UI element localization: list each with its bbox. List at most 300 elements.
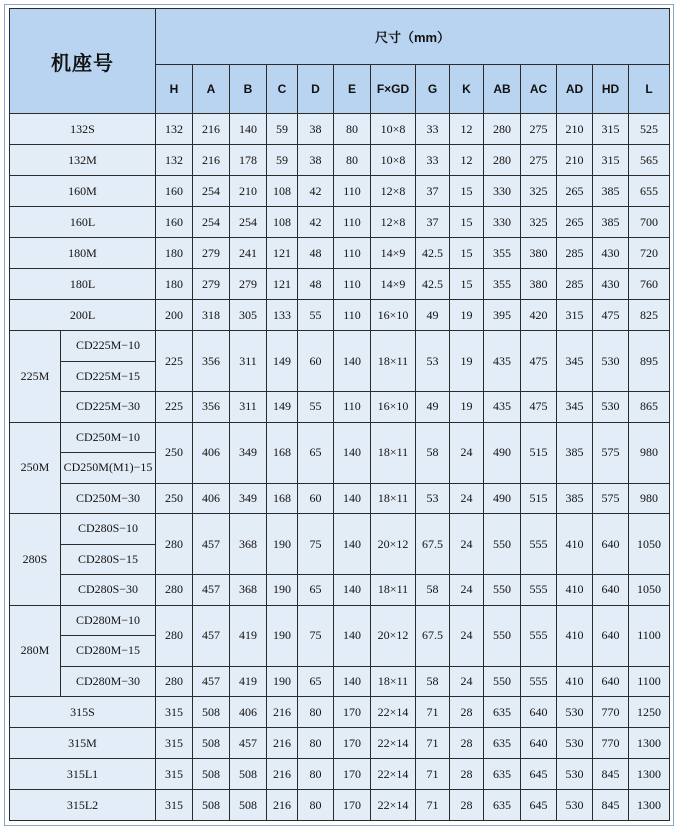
table-row (10, 759, 670, 790)
value-cell: 655 (629, 176, 670, 207)
model-cell: CD280S−30 (61, 575, 156, 606)
value-cell: 895 (629, 331, 670, 392)
value-cell: 210 (557, 145, 593, 176)
value-cell: 16×10 (371, 392, 416, 423)
frame-cell: 160M (10, 176, 156, 207)
value-cell: 275 (521, 145, 557, 176)
frame-cell: 180L (10, 269, 156, 300)
value-cell: 140 (334, 514, 371, 575)
value-cell: 170 (334, 728, 371, 759)
value-cell: 60 (298, 483, 334, 514)
value-cell: 180 (156, 269, 193, 300)
value-cell: 279 (230, 269, 267, 300)
value-cell: 457 (193, 514, 230, 575)
value-cell: 770 (593, 697, 629, 728)
value-cell: 37 (416, 207, 450, 238)
value-cell: 254 (193, 207, 230, 238)
value-cell: 33 (416, 145, 450, 176)
table-row (10, 605, 670, 636)
value-cell: 368 (230, 575, 267, 606)
value-cell: 530 (593, 331, 629, 392)
value-cell: 720 (629, 238, 670, 269)
value-cell: 160 (156, 207, 193, 238)
value-cell: 48 (298, 269, 334, 300)
column-header: F×GD (371, 65, 416, 114)
frame-cell: 280S (10, 514, 61, 606)
value-cell: 18×11 (371, 666, 416, 697)
value-cell: 210 (230, 176, 267, 207)
value-cell: 575 (593, 483, 629, 514)
value-cell: 395 (484, 300, 521, 331)
value-cell: 555 (521, 514, 557, 575)
value-cell: 305 (230, 300, 267, 331)
model-cell: CD225M−10 (61, 331, 156, 362)
table-row (10, 269, 670, 300)
value-cell: 71 (416, 728, 450, 759)
table-row (10, 575, 670, 606)
value-cell: 980 (629, 483, 670, 514)
value-cell: 12 (450, 114, 484, 145)
value-cell: 770 (593, 728, 629, 759)
value-cell: 575 (593, 422, 629, 483)
value-cell: 24 (450, 605, 484, 666)
value-cell: 59 (267, 145, 298, 176)
model-cell: CD250M(M1)−15 (61, 453, 156, 484)
value-cell: 42.5 (416, 238, 450, 269)
model-cell: CD280S−10 (61, 514, 156, 545)
frame-label-header: 机座号 (10, 9, 156, 114)
value-cell: 190 (267, 605, 298, 666)
value-cell: 216 (267, 790, 298, 821)
value-cell: 14×9 (371, 238, 416, 269)
value-cell: 180 (156, 238, 193, 269)
value-cell: 254 (230, 207, 267, 238)
value-cell: 28 (450, 759, 484, 790)
value-cell: 1100 (629, 666, 670, 697)
frame-cell: 132M (10, 145, 156, 176)
value-cell: 550 (484, 605, 521, 666)
value-cell: 80 (334, 145, 371, 176)
value-cell: 24 (450, 483, 484, 514)
value-cell: 49 (416, 392, 450, 423)
value-cell: 565 (629, 145, 670, 176)
value-cell: 280 (156, 514, 193, 575)
value-cell: 315 (557, 300, 593, 331)
value-cell: 457 (230, 728, 267, 759)
value-cell: 59 (267, 114, 298, 145)
column-header: AD (557, 65, 593, 114)
value-cell: 170 (334, 759, 371, 790)
value-cell: 635 (484, 697, 521, 728)
model-cell: CD225M−30 (61, 392, 156, 423)
value-cell: 241 (230, 238, 267, 269)
value-cell: 419 (230, 666, 267, 697)
value-cell: 19 (450, 300, 484, 331)
value-cell: 280 (156, 575, 193, 606)
value-cell: 168 (267, 422, 298, 483)
value-cell: 75 (298, 514, 334, 575)
value-cell: 24 (450, 666, 484, 697)
column-header: D (298, 65, 334, 114)
value-cell: 190 (267, 514, 298, 575)
value-cell: 530 (557, 790, 593, 821)
value-cell: 515 (521, 422, 557, 483)
value-cell: 110 (334, 238, 371, 269)
frame-cell: 315S (10, 697, 156, 728)
value-cell: 700 (629, 207, 670, 238)
value-cell: 67.5 (416, 605, 450, 666)
frame-cell: 315L2 (10, 790, 156, 821)
dimension-title: 尺寸（mm） (156, 9, 670, 65)
value-cell: 121 (267, 238, 298, 269)
value-cell: 385 (593, 207, 629, 238)
value-cell: 38 (298, 114, 334, 145)
value-cell: 28 (450, 697, 484, 728)
value-cell: 525 (629, 114, 670, 145)
value-cell: 265 (557, 207, 593, 238)
model-cell: CD280S−15 (61, 544, 156, 575)
value-cell: 110 (334, 392, 371, 423)
value-cell: 210 (557, 114, 593, 145)
model-cell: CD225M−15 (61, 361, 156, 392)
value-cell: 190 (267, 575, 298, 606)
value-cell: 1300 (629, 790, 670, 821)
value-cell: 318 (193, 300, 230, 331)
value-cell: 349 (230, 422, 267, 483)
value-cell: 15 (450, 207, 484, 238)
value-cell: 24 (450, 514, 484, 575)
value-cell: 42.5 (416, 269, 450, 300)
table-row (10, 483, 670, 514)
table-row (10, 114, 670, 145)
value-cell: 980 (629, 422, 670, 483)
column-header: G (416, 65, 450, 114)
value-cell: 71 (416, 697, 450, 728)
value-cell: 356 (193, 392, 230, 423)
value-cell: 380 (521, 238, 557, 269)
value-cell: 71 (416, 759, 450, 790)
table-row (10, 514, 670, 545)
value-cell: 635 (484, 728, 521, 759)
value-cell: 825 (629, 300, 670, 331)
table-row (10, 392, 670, 423)
value-cell: 279 (193, 238, 230, 269)
value-cell: 20×12 (371, 514, 416, 575)
value-cell: 845 (593, 790, 629, 821)
value-cell: 280 (484, 145, 521, 176)
value-cell: 410 (557, 666, 593, 697)
value-cell: 530 (557, 759, 593, 790)
frame-cell: 250M (10, 422, 61, 514)
value-cell: 133 (267, 300, 298, 331)
value-cell: 132 (156, 114, 193, 145)
value-cell: 110 (334, 176, 371, 207)
value-cell: 216 (267, 759, 298, 790)
frame-cell: 280M (10, 605, 61, 697)
value-cell: 508 (230, 790, 267, 821)
value-cell: 55 (298, 392, 334, 423)
frame-cell: 200L (10, 300, 156, 331)
value-cell: 58 (416, 422, 450, 483)
value-cell: 279 (193, 269, 230, 300)
value-cell: 368 (230, 514, 267, 575)
value-cell: 22×14 (371, 697, 416, 728)
column-header: AB (484, 65, 521, 114)
table-row (10, 422, 670, 453)
model-cell: CD250M−10 (61, 422, 156, 453)
value-cell: 550 (484, 666, 521, 697)
value-cell: 140 (334, 666, 371, 697)
value-cell: 1300 (629, 759, 670, 790)
value-cell: 12 (450, 145, 484, 176)
value-cell: 110 (334, 269, 371, 300)
value-cell: 508 (193, 728, 230, 759)
value-cell: 49 (416, 300, 450, 331)
value-cell: 108 (267, 207, 298, 238)
value-cell: 160 (156, 176, 193, 207)
column-header: B (230, 65, 267, 114)
value-cell: 315 (156, 790, 193, 821)
model-cell: CD280M−30 (61, 666, 156, 697)
value-cell: 635 (484, 759, 521, 790)
value-cell: 457 (193, 605, 230, 666)
value-cell: 80 (334, 114, 371, 145)
value-cell: 110 (334, 207, 371, 238)
frame-cell: 225M (10, 331, 61, 423)
value-cell: 635 (484, 790, 521, 821)
table-row (10, 145, 670, 176)
value-cell: 28 (450, 790, 484, 821)
value-cell: 53 (416, 331, 450, 392)
value-cell: 22×14 (371, 759, 416, 790)
value-cell: 435 (484, 331, 521, 392)
value-cell: 315 (156, 759, 193, 790)
value-cell: 530 (593, 392, 629, 423)
value-cell: 325 (521, 176, 557, 207)
value-cell: 15 (450, 238, 484, 269)
value-cell: 380 (521, 269, 557, 300)
value-cell: 250 (156, 422, 193, 483)
value-cell: 645 (521, 759, 557, 790)
value-cell: 55 (298, 300, 334, 331)
model-cell: CD250M−30 (61, 483, 156, 514)
frame-cell: 315L1 (10, 759, 156, 790)
value-cell: 18×11 (371, 575, 416, 606)
column-header: C (267, 65, 298, 114)
value-cell: 475 (521, 392, 557, 423)
value-cell: 640 (521, 697, 557, 728)
value-cell: 33 (416, 114, 450, 145)
value-cell: 225 (156, 392, 193, 423)
value-cell: 640 (593, 666, 629, 697)
value-cell: 65 (298, 575, 334, 606)
value-cell: 200 (156, 300, 193, 331)
value-cell: 385 (557, 483, 593, 514)
value-cell: 430 (593, 269, 629, 300)
model-cell: CD280M−10 (61, 605, 156, 636)
value-cell: 385 (593, 176, 629, 207)
table-row (10, 728, 670, 759)
value-cell: 140 (334, 331, 371, 392)
value-cell: 355 (484, 269, 521, 300)
value-cell: 18×11 (371, 331, 416, 392)
value-cell: 640 (521, 728, 557, 759)
table-row (10, 238, 670, 269)
table-body (10, 114, 670, 821)
value-cell: 457 (193, 575, 230, 606)
value-cell: 330 (484, 207, 521, 238)
value-cell: 65 (298, 666, 334, 697)
value-cell: 311 (230, 331, 267, 392)
value-cell: 20×12 (371, 605, 416, 666)
frame-cell: 315M (10, 728, 156, 759)
value-cell: 1300 (629, 728, 670, 759)
value-cell: 311 (230, 392, 267, 423)
value-cell: 330 (484, 176, 521, 207)
value-cell: 110 (334, 300, 371, 331)
value-cell: 190 (267, 666, 298, 697)
value-cell: 108 (267, 176, 298, 207)
value-cell: 555 (521, 575, 557, 606)
value-cell: 38 (298, 145, 334, 176)
value-cell: 178 (230, 145, 267, 176)
value-cell: 285 (557, 238, 593, 269)
value-cell: 28 (450, 728, 484, 759)
table-row (10, 666, 670, 697)
value-cell: 550 (484, 514, 521, 575)
value-cell: 18×11 (371, 422, 416, 483)
value-cell: 121 (267, 269, 298, 300)
value-cell: 149 (267, 331, 298, 392)
value-cell: 216 (193, 145, 230, 176)
value-cell: 15 (450, 269, 484, 300)
value-cell: 140 (334, 605, 371, 666)
value-cell: 140 (230, 114, 267, 145)
value-cell: 65 (298, 422, 334, 483)
value-cell: 12×8 (371, 176, 416, 207)
value-cell: 865 (629, 392, 670, 423)
value-cell: 140 (334, 575, 371, 606)
value-cell: 410 (557, 605, 593, 666)
value-cell: 42 (298, 176, 334, 207)
value-cell: 58 (416, 666, 450, 697)
table-row (10, 176, 670, 207)
value-cell: 280 (156, 605, 193, 666)
value-cell: 1250 (629, 697, 670, 728)
value-cell: 37 (416, 176, 450, 207)
value-cell: 10×8 (371, 145, 416, 176)
value-cell: 406 (193, 422, 230, 483)
value-cell: 435 (484, 392, 521, 423)
dimension-table (9, 8, 670, 821)
value-cell: 508 (230, 759, 267, 790)
value-cell: 356 (193, 331, 230, 392)
value-cell: 410 (557, 514, 593, 575)
value-cell: 315 (156, 697, 193, 728)
value-cell: 80 (298, 697, 334, 728)
value-cell: 170 (334, 790, 371, 821)
value-cell: 1050 (629, 514, 670, 575)
value-cell: 250 (156, 483, 193, 514)
value-cell: 345 (557, 392, 593, 423)
value-cell: 67.5 (416, 514, 450, 575)
value-cell: 475 (593, 300, 629, 331)
value-cell: 275 (521, 114, 557, 145)
value-cell: 18×11 (371, 483, 416, 514)
value-cell: 132 (156, 145, 193, 176)
value-cell: 48 (298, 238, 334, 269)
column-header: E (334, 65, 371, 114)
value-cell: 19 (450, 392, 484, 423)
value-cell: 216 (267, 728, 298, 759)
value-cell: 225 (156, 331, 193, 392)
table-row (10, 790, 670, 821)
model-cell: CD280M−15 (61, 636, 156, 667)
value-cell: 420 (521, 300, 557, 331)
value-cell: 60 (298, 331, 334, 392)
value-cell: 265 (557, 176, 593, 207)
table-row (10, 697, 670, 728)
value-cell: 16×10 (371, 300, 416, 331)
frame-cell: 180M (10, 238, 156, 269)
value-cell: 508 (193, 759, 230, 790)
value-cell: 80 (298, 728, 334, 759)
value-cell: 285 (557, 269, 593, 300)
value-cell: 315 (593, 114, 629, 145)
value-cell: 555 (521, 666, 557, 697)
value-cell: 406 (193, 483, 230, 514)
value-cell: 490 (484, 422, 521, 483)
value-cell: 14×9 (371, 269, 416, 300)
value-cell: 80 (298, 759, 334, 790)
value-cell: 508 (193, 790, 230, 821)
value-cell: 216 (267, 697, 298, 728)
value-cell: 645 (521, 790, 557, 821)
value-cell: 140 (334, 483, 371, 514)
value-cell: 490 (484, 483, 521, 514)
column-header: H (156, 65, 193, 114)
value-cell: 280 (156, 666, 193, 697)
value-cell: 640 (593, 514, 629, 575)
value-cell: 406 (230, 697, 267, 728)
value-cell: 640 (593, 605, 629, 666)
value-cell: 75 (298, 605, 334, 666)
column-header: K (450, 65, 484, 114)
value-cell: 430 (593, 238, 629, 269)
value-cell: 216 (193, 114, 230, 145)
value-cell: 550 (484, 575, 521, 606)
value-cell: 22×14 (371, 790, 416, 821)
value-cell: 325 (521, 207, 557, 238)
value-cell: 12×8 (371, 207, 416, 238)
value-cell: 410 (557, 575, 593, 606)
value-cell: 19 (450, 331, 484, 392)
value-cell: 508 (193, 697, 230, 728)
value-cell: 640 (593, 575, 629, 606)
value-cell: 280 (484, 114, 521, 145)
value-cell: 24 (450, 575, 484, 606)
value-cell: 475 (521, 331, 557, 392)
frame-cell: 132S (10, 114, 156, 145)
value-cell: 149 (267, 392, 298, 423)
value-cell: 22×14 (371, 728, 416, 759)
value-cell: 457 (193, 666, 230, 697)
value-cell: 15 (450, 176, 484, 207)
value-cell: 168 (267, 483, 298, 514)
value-cell: 355 (484, 238, 521, 269)
value-cell: 170 (334, 697, 371, 728)
value-cell: 24 (450, 422, 484, 483)
